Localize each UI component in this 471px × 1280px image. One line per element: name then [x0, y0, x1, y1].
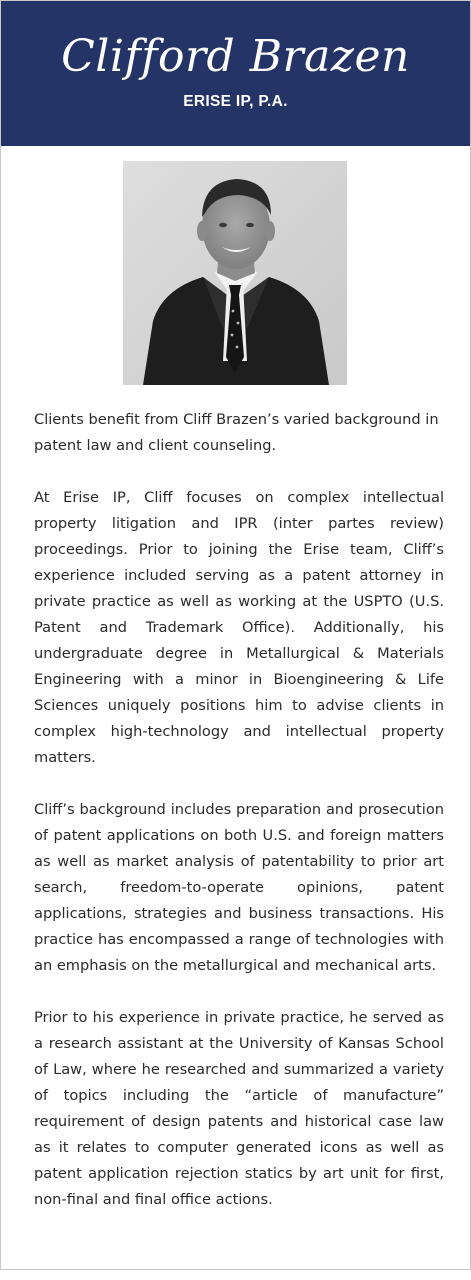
attorney-bio: [34, 407, 444, 1239]
portrait-photo-icon: [123, 161, 347, 385]
bio-paragraph: Cliff’s background includes preparation and prosecution of patent applications on both U.S. and foreign matters as well as market analysis of patentability to prior art search, freedom-to-operate opinions, patent applications, strategies and business transactions. His practice has encompassed a range of technologies with an emphasis on the metallurgical and mechanical arts.: [34, 801, 444, 974]
bio-paragraph: Clients benefit from Cliff Brazen’s varied background in patent law and client counseling.: [34, 411, 439, 454]
firm-name: ERISE IP, P.A.: [183, 93, 288, 110]
bio-paragraph: At Erise IP, Cliff focuses on complex intellectual property litigation and IPR (inter partes review) proceedings. Prior to joining the Erise team, Cliff’s experience included serving as a patent attorney in private practice as well as working at the USPTO (U.S. Patent and Trademark Office). Additionally, his undergraduate degree in Metallurgical & Materials Engineering with a minor in Bioengineering & Life Sciences uniquely positions him to advise clients in complex high-technology and intellectual property matters.: [34, 489, 444, 766]
profile-header: [1, 1, 470, 146]
attorney-name: Clifford Brazen: [61, 31, 410, 82]
attorney-photo: [123, 161, 347, 385]
bio-paragraph: Prior to his experience in private practice, he served as a research assistant at the University of Kansas School of Law, where he researched and summarized a variety of topics including the “article of manufacture” requirement of design patents and historical case law as it relates to computer generated icons as well as patent application rejection statics by art unit for first, non-final and final office actions.: [34, 1009, 444, 1208]
